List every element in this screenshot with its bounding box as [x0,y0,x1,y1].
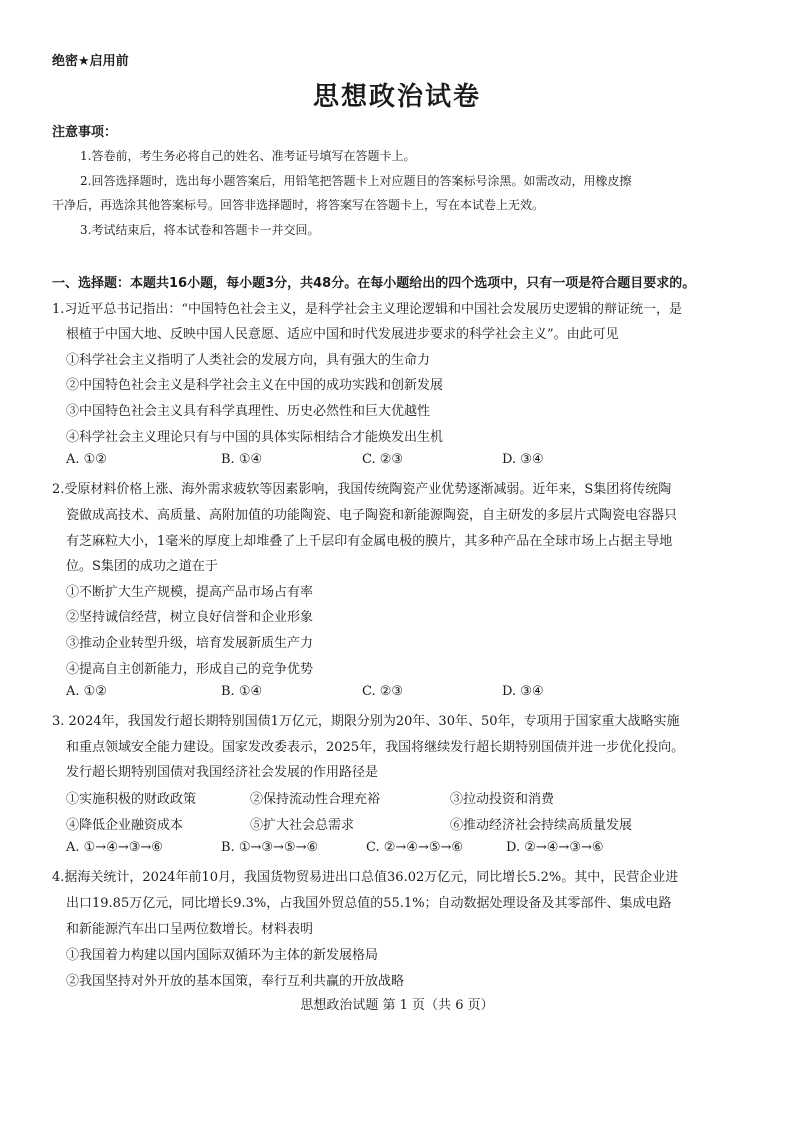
question-1-choice-b: B. ①④ [221,452,263,467]
note-line: 2.回答选择题时，选出每小题答案后，用铅笔把答题卡上对应题目的答案标号涂黑。如需改动，用橡皮擦 [80,174,632,188]
question-2-option: ①不断扩大生产规模，提高产品市场占有率 [66,585,314,600]
question-1-option: ③中国特色社会主义具有科学真理性、历史必然性和巨大优越性 [66,404,431,419]
note-line: 1.答卷前，考生务必将自己的姓名、准考证号填写在答题卡上。 [80,149,416,163]
question-3-option: ②保持流动性合理充裕 [250,792,381,807]
question-3-option: ⑥推动经济社会持续高质量发展 [450,818,633,833]
question-4-line: 出口19.85万亿元，同比增长9.3%，占我国外贸总值的55.1%；自动数据处理设备及其零部件、集成电路 [66,896,672,911]
question-3-option: ④降低企业融资成本 [66,818,184,833]
note-line: 干净后，再选涂其他答案标号。回答非选择题时，将答案写在答题卡上，写在本试卷上无效。 [52,198,545,212]
question-1-choice-a: A. ①② [66,452,107,467]
question-1-option: ②中国特色社会主义是科学社会主义在中国的成功实践和创新发展 [66,378,444,393]
confidential-label: 绝密★启用前 [52,54,129,69]
question-3-line: 和重点领域安全能力建设。国家发改委表示，2025年，我国将继续发行超长期特别国债并进一步优化投向。 [66,740,685,755]
question-3-option: ③拉动投资和消费 [450,792,555,807]
question-3-option: ①实施积极的财政政策 [66,792,197,807]
question-1-option: ④科学社会主义理论只有与中国的具体实际相结合才能焕发出生机 [66,430,444,445]
question-1-option: ①科学社会主义指明了人类社会的发展方向，具有强大的生命力 [66,353,431,368]
question-1-line: 根植于中国大地、反映中国人民意愿、适应中国和时代发展进步要求的科学社会主义”。由此可见 [66,327,619,342]
question-3-line: 3. 2024年，我国发行超长期特别国债1万亿元，期限分别为20年、30年、50年，专项用于国家重大战略实施 [52,714,680,729]
question-2-line: 位。S集团的成功之道在于 [66,559,218,574]
question-1-line: 1.习近平总书记指出：“中国特色社会主义，是科学社会主义理论逻辑和中国社会发展历史逻辑的辩证统一，是 [52,302,683,317]
question-2-line: 瓷做成高技术、高质量、高附加值的功能陶瓷、电子陶瓷和新能源陶瓷，自主研发的多层片式陶瓷电容器只 [66,508,678,523]
question-2-option: ④提高自主创新能力，形成自己的竞争优势 [66,662,314,677]
question-1-choice-d: D. ③④ [502,452,544,467]
question-4-option: ②我国坚持对外开放的基本国策，奉行互利共赢的开放战略 [66,974,405,989]
question-2-line: 有芝麻粒大小，1毫米的厚度上却堆叠了上千层印有金属电极的膜片，其多种产品在全球市场上占据主导地 [66,534,673,549]
question-2-option: ③推动企业转型升级，培育发展新质生产力 [66,636,314,651]
question-3-choice-a: A. ①→④→③→⑥ [66,840,163,855]
question-4-line: 4.据海关统计，2024年前10月，我国货物贸易进出口总值36.02万亿元，同比增长5.2%。其中，民营企业进 [52,870,679,885]
note-line: 3.考试结束后，将本试卷和答题卡一并交回。 [80,223,320,237]
page-title: 思想政治试卷 [312,82,481,112]
question-2-choice-a: A. ①② [66,684,107,699]
question-4-line: 和新能源汽车出口呈两位数增长。材料表明 [66,922,314,937]
question-2-option: ②坚持诚信经营，树立良好信誉和企业形象 [66,610,314,625]
question-2-choice-c: C. ②③ [362,684,404,699]
notes-heading: 注意事项： [52,125,118,140]
question-3-line: 发行超长期特别国债对我国经济社会发展的作用路径是 [66,765,379,780]
question-3-choice-b: B. ①→③→⑤→⑥ [221,840,319,855]
question-2-line: 2.受原材料价格上涨、海外需求疲软等因素影响，我国传统陶瓷产业优势逐渐减弱。近年来，S集团将传统陶 [52,482,672,497]
question-3-choice-c: C. ②→④→⑤→⑥ [366,840,464,855]
question-2-choice-d: D. ③④ [502,684,544,699]
question-2-choice-b: B. ①④ [221,684,263,699]
page-footer: 思想政治试题 第 1 页（共 6 页） [300,998,494,1013]
question-4-option: ①我国着力构建以国内国际双循环为主体的新发展格局 [66,948,379,963]
question-3-choice-d: D. ②→④→③→⑥ [506,840,604,855]
section-heading: 一、选择题：本题共16小题，每小题3分，共48分。在每小题给出的四个选项中，只有一项是符合题目要求的。 [52,276,696,291]
question-1-choice-c: C. ②③ [362,452,404,467]
question-3-option: ⑤扩大社会总需求 [250,818,355,833]
